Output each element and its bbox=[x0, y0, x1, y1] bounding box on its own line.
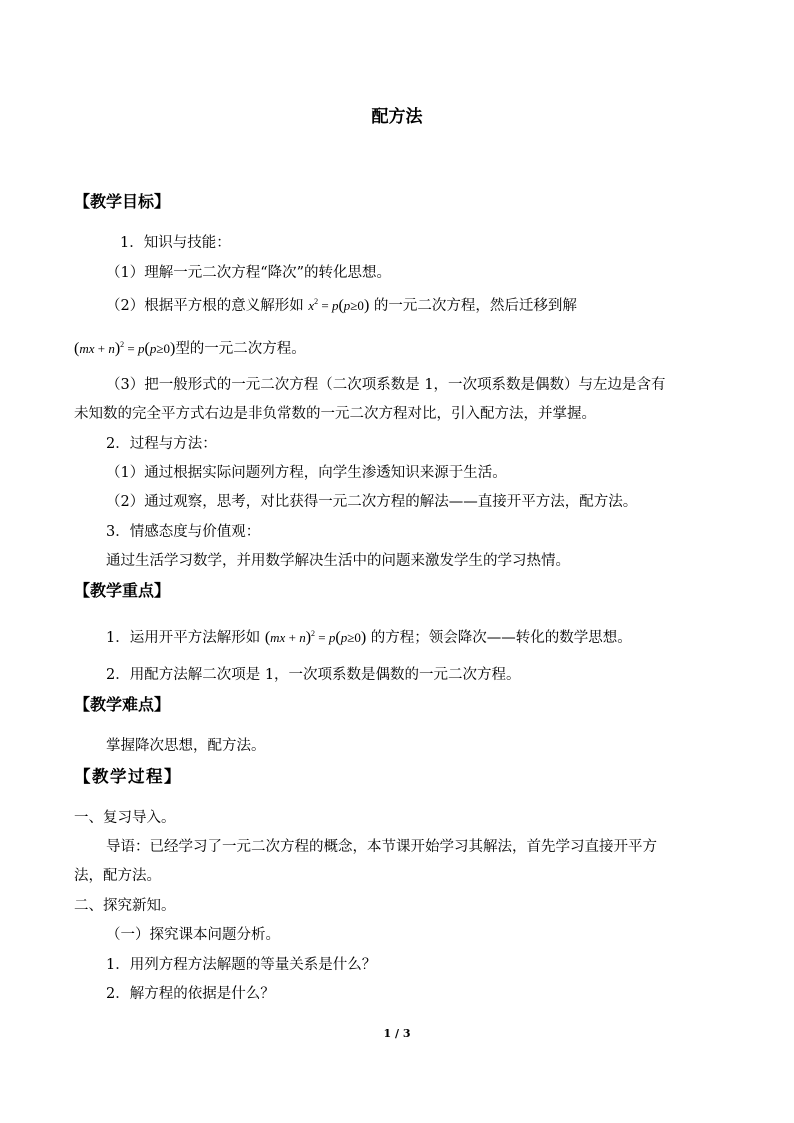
goals-line-4 bbox=[74, 335, 306, 359]
key-line-1-text-a: 1．运用开平方法解形如 bbox=[106, 630, 261, 646]
section-heading-goals: 【教学目标】 bbox=[74, 192, 171, 211]
goals-line-1: 1．知识与技能： bbox=[120, 235, 231, 251]
goals-line-5: （3）把一般形式的一元二次方程（二次项系数是 1，一次项系数是偶数）与左边是含有 bbox=[106, 377, 666, 393]
goals-line-9: （2）通过观察，思考，对比获得一元二次方程的解法——直接开平方法，配方法。 bbox=[106, 494, 638, 510]
goals-line-3-text-a: （2）根据平方根的意义解形如 bbox=[106, 298, 304, 314]
page-title: 配方法 bbox=[371, 107, 423, 127]
formula-mx-plus-n-squared: (mx + n)$^2$ = p(p≥0) bbox=[74, 340, 176, 357]
goals-line-11: 通过生活学习数学，并用数学解决生活中的问题来激发学生的学习热情。 bbox=[106, 553, 570, 569]
goals-line-8: （1）通过根据实际问题列方程，向学生渗透知识来源于生活。 bbox=[106, 465, 507, 481]
formula-mx-plus-n-squared-2: (mx + n)$^2$ = p(p≥0) bbox=[264, 629, 367, 646]
process-line-7: 2．解方程的依据是什么？ bbox=[106, 986, 275, 1002]
difficult-line-1: 掌握降次思想，配方法。 bbox=[106, 738, 266, 754]
section-heading-key: 【教学重点】 bbox=[74, 581, 171, 600]
goals-line-10: 3．情感态度与价值观： bbox=[106, 524, 261, 540]
section-heading-difficult: 【教学难点】 bbox=[74, 695, 171, 714]
goals-line-6: 未知数的完全平方式右边是非负常数的一元二次方程对比，引入配方法，并掌握。 bbox=[74, 406, 596, 422]
process-line-4: 二、探究新知。 bbox=[74, 898, 176, 914]
process-line-6: 1．用列方程方法解题的等量关系是什么？ bbox=[106, 957, 377, 973]
section-heading-process: 【教学过程】 bbox=[74, 767, 182, 786]
key-line-1 bbox=[106, 624, 632, 648]
goals-line-2: （1）理解一元二次方程“降次”的转化思想。 bbox=[106, 265, 392, 281]
process-line-2: 导语：已经学习了一元二次方程的概念，本节课开始学习其解法，首先学习直接开平方 bbox=[106, 839, 657, 855]
goals-line-4-text: 型的一元二次方程。 bbox=[175, 341, 306, 357]
page-number: 1 / 3 bbox=[383, 1027, 411, 1040]
goals-line-3 bbox=[106, 292, 577, 316]
process-line-5: （一）探究课本问题分析。 bbox=[106, 927, 280, 943]
process-line-3: 法，配方法。 bbox=[74, 868, 161, 884]
key-line-2: 2．用配方法解二次项是 1，一次项系数是偶数的一元二次方程。 bbox=[106, 667, 521, 683]
process-line-1: 一、复习导入。 bbox=[74, 810, 176, 826]
formula-x-squared: $x^2 = p(p\ge 0)$ bbox=[308, 297, 370, 314]
goals-line-3-text-b: 的一元二次方程，然后迁移到解 bbox=[373, 298, 577, 314]
key-line-1-text-b: 的方程；领会降次——转化的数学思想。 bbox=[370, 630, 632, 646]
goals-line-7: 2．过程与方法： bbox=[106, 436, 217, 452]
